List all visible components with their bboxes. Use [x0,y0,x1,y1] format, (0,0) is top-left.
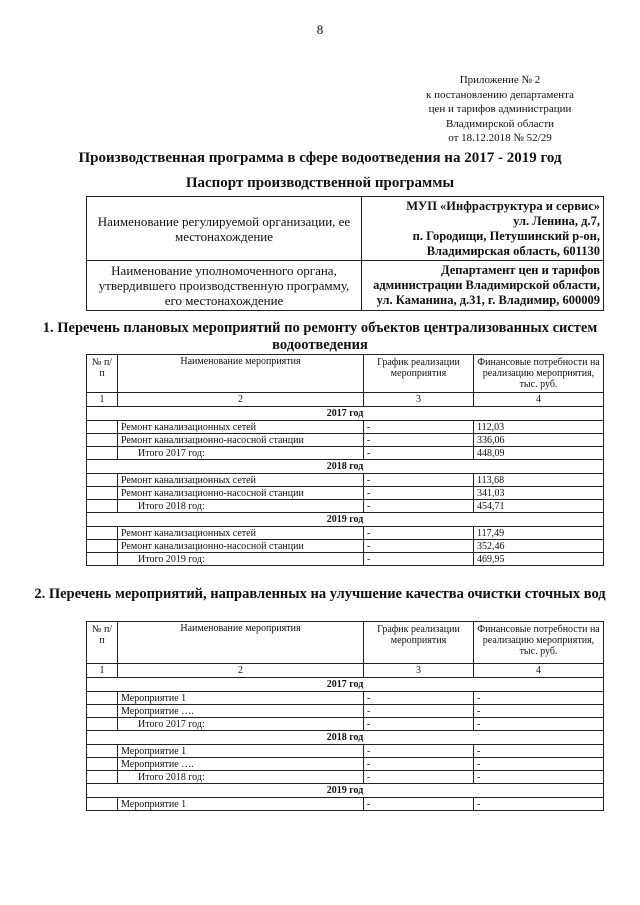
header-name: Наименование мероприятия [118,622,364,664]
table-header [87,355,604,393]
table-row [87,540,604,553]
year-row [87,784,604,798]
passport-value-line: ул. Ленина, д.7, [513,213,600,228]
finance-cell: - [474,758,604,771]
total-row [87,447,604,460]
schedule-cell: - [364,527,474,540]
header-name: Наименование мероприятия [118,355,364,393]
header-number: № п/п [87,622,118,664]
passport-value-line: администрации Владимирской области, [373,278,600,292]
schedule-cell: - [364,745,474,758]
col-number: 2 [118,664,364,678]
total-label: Итого 2017 год: [118,718,364,731]
total-row [87,771,604,784]
schedule-cell: - [364,771,474,784]
finance-cell: 112,03 [474,421,604,434]
total-label: Итого 2017 год: [118,447,364,460]
total-row [87,718,604,731]
col-number: 4 [474,393,604,407]
schedule-cell: - [364,434,474,447]
passport-value-line: Департамент цен и тарифов [440,263,600,277]
activity-name: Мероприятие …. [118,705,364,718]
schedule-cell: - [364,540,474,553]
passport-value [362,197,604,261]
year-row [87,460,604,474]
table-row [87,758,604,771]
schedule-cell: - [364,421,474,434]
total-label: Итого 2019 год: [118,553,364,566]
col-number: 4 [474,664,604,678]
passport-title: Паспорт производственной программы [185,175,455,191]
table-row [87,798,604,811]
col-number: 2 [118,393,364,407]
section1-title: 1. Перечень плановых мероприятий по ремонту объектов централизованных систем водоотведения [42,320,598,353]
year-label: 2017 год [87,407,604,421]
year-label: 2018 год [87,731,604,745]
header-schedule: График реализации мероприятия [364,622,474,664]
activity-name: Ремонт канализационных сетей [118,527,364,540]
schedule-cell: - [364,553,474,566]
table-row [87,434,604,447]
column-numbers [87,664,604,678]
year-label: 2019 год [87,513,604,527]
appendix-note [395,73,605,146]
table-row [87,421,604,434]
schedule-cell: - [364,447,474,460]
finance-cell: - [474,771,604,784]
year-row [87,513,604,527]
table-row [87,527,604,540]
activity-name: Мероприятие 1 [118,798,364,811]
col-number: 1 [87,393,118,407]
main-title: Производственная программа в сфере водоотведения на 2017 - 2019 год [78,150,562,166]
table-row [87,474,604,487]
finance-cell: 341,03 [474,487,604,500]
finance-cell: - [474,798,604,811]
total-label: Итого 2018 год: [118,500,364,513]
total-label: Итого 2018 год: [118,771,364,784]
table-row [87,487,604,500]
header-finance: Финансовые потребности на реализацию мероприятия, тыс. руб. [474,622,604,664]
activity-name: Мероприятие 1 [118,745,364,758]
section2-title: 2. Перечень мероприятий, направленных на улучшение качества очистки сточных вод [34,586,606,602]
year-label: 2019 год [87,784,604,798]
passport-row [87,261,604,311]
finance-cell: - [474,745,604,758]
col-number: 3 [364,664,474,678]
header-finance: Финансовые потребности на реализацию мероприятия, тыс. руб. [474,355,604,393]
page-number: 8 [316,22,324,37]
schedule-cell: - [364,718,474,731]
total-row [87,553,604,566]
header-number: № п/п [87,355,118,393]
passport-label: Наименование регулируемой организации, ее местонахождение [87,197,362,261]
passport-row [87,197,604,261]
activity-name: Ремонт канализационно-насосной станции [118,487,364,500]
appendix-line: цен и тарифов администрации [428,103,572,115]
passport-table [86,196,604,311]
finance-cell: 469,95 [474,553,604,566]
col-number: 1 [87,664,118,678]
schedule-cell: - [364,705,474,718]
schedule-cell: - [364,758,474,771]
year-label: 2017 год [87,678,604,692]
finance-cell: 448,09 [474,447,604,460]
finance-cell: - [474,692,604,705]
table-header [87,622,604,664]
activity-name: Ремонт канализационных сетей [118,474,364,487]
year-row [87,731,604,745]
activity-name: Мероприятие 1 [118,692,364,705]
finance-cell: - [474,718,604,731]
year-label: 2018 год [87,460,604,474]
finance-cell: - [474,705,604,718]
table-row [87,705,604,718]
schedule-cell: - [364,798,474,811]
finance-cell: 336,06 [474,434,604,447]
appendix-line: Владимирской области [445,117,555,130]
activity-name: Ремонт канализационно-насосной станции [118,540,364,553]
appendix-line: к постановлению департамента [426,88,574,101]
schedule-cell: - [364,500,474,513]
header-schedule: График реализации мероприятия [364,355,474,393]
finance-cell: 454,71 [474,500,604,513]
activity-name: Ремонт канализационно-насосной станции [118,434,364,447]
passport-value [362,261,604,311]
passport-value-line: ул. Каманина, д.31, г. Владимир, 600009 [376,293,600,307]
schedule-cell: - [364,692,474,705]
finance-cell: 117,49 [474,527,604,540]
passport-value-line: Владимирская область, 601130 [426,243,600,258]
finance-cell: 352,46 [474,540,604,553]
year-row [87,678,604,692]
passport-label: Наименование уполномоченного органа, утвердившего производственную программу, его местонахождение [87,261,362,311]
passport-value-line: МУП «Инфраструктура и сервис» [406,198,600,213]
appendix-line: Приложение № 2 [459,74,541,86]
schedule-cell: - [364,487,474,500]
activity-name: Мероприятие …. [118,758,364,771]
section1-table [86,354,604,566]
year-row [87,407,604,421]
section2-table [86,621,604,811]
appendix-line: от 18.12.2018 № 52/29 [448,132,552,144]
table-row [87,692,604,705]
col-number: 3 [364,393,474,407]
total-row [87,500,604,513]
passport-value-line: п. Городищи, Петушинский р-он, [412,228,600,243]
activity-name: Ремонт канализационных сетей [118,421,364,434]
schedule-cell: - [364,474,474,487]
table-row [87,745,604,758]
column-numbers [87,393,604,407]
finance-cell: 113,68 [474,474,604,487]
